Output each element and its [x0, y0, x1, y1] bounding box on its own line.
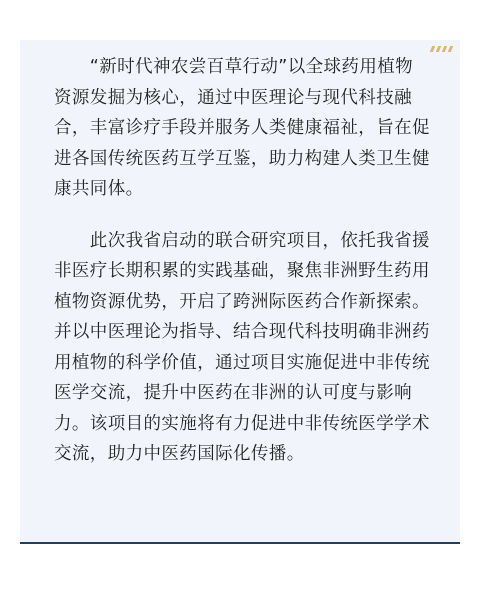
- article-body: [54, 52, 440, 470]
- article-card: [20, 40, 460, 544]
- deco-mark: [442, 46, 447, 52]
- deco-mark: [448, 46, 453, 52]
- paragraph-2: 此次我省启动的联合研究项目，依托我省援 非医疗长期积累的实践基础，聚焦非洲野生药用 植物资源优势，开启了跨洲际医药合作新探索。 并以中医理论为指导、结合现代科技明确非洲药 用植物的科学价值，通过项目实施促进中非传统 医学交流，提升中医药在非洲的认可度与影响 力。该项目的实施将有力促进中非传统医学学术 交流，助力中医药国际化传播。: [54, 230, 430, 464]
- paragraph-1: “新时代神农尝百草行动”以全球药用植物 资源发掘为核心，通过中医理论与现代科技融 合，丰富诊疗手段并服务人类健康福祉，旨在促 进各国传统医药互学互鉴，助力构建人类卫生健 康共同体。: [54, 57, 430, 199]
